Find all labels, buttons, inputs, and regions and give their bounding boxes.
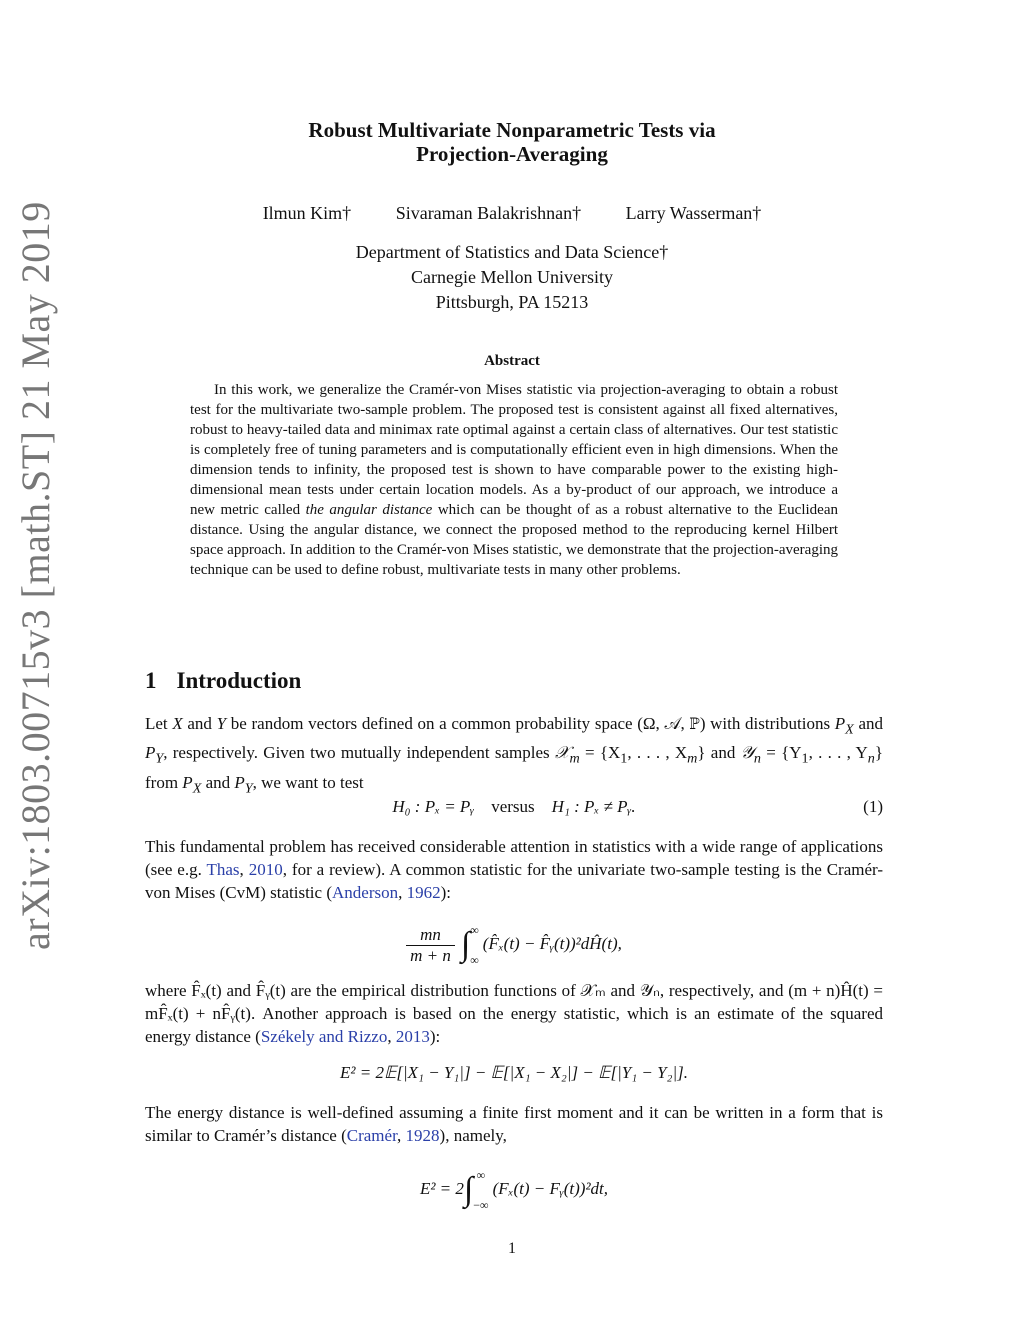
title-line-2: Projection-Averaging: [416, 142, 608, 166]
paragraph-3: where F̂ₓ(t) and F̂ᵧ(t) are the empirical distribution functions of 𝒳ₘ and 𝒴ₙ, respectively, and (m + n)Ĥ(t) = mF̂ₓ(t) + nF̂ᵧ(t). Another approach is based on the energy statistic, which is an estimate of the squared energy distance (Székely and Rizzo, 2013):: [145, 981, 883, 1046]
abstract-text-1: In this work, we generalize the Cramér-von Mises statistic via projection-averaging to obtain a robust test for the multivariate two-sample problem. The proposed test is consistent against all fixed alternatives, robust to heavy-tailed data and minimax rate optimal against a certain class of alternatives. Our test statistic is completely free of tuning parameters and is computationally efficient even in high dimensions. When the dimension tends to infinity, the proposed test is shown to have comparable power to the existing high-dimensional mean tests under certain location models. As a by-product of our approach, we introduce a new metric called: [190, 382, 838, 518]
affiliation-university: Carnegie Mellon University: [411, 267, 613, 287]
citation-cramer-year[interactable]: 1928: [405, 1126, 440, 1145]
paragraph-4: The energy distance is well-defined assuming a finite first moment and it can be written in a form that is similar to Cramér’s distance (Cramér, 1928), namely,: [145, 1103, 883, 1145]
section-title: Introduction: [176, 668, 302, 693]
citation-szekely-rizzo[interactable]: Székely and Rizzo: [260, 1027, 388, 1046]
abstract-heading: Abstract: [484, 353, 540, 369]
section-heading: [145, 668, 301, 694]
affiliation: [0, 240, 1024, 315]
author-list: [0, 203, 1024, 224]
citation-anderson-year[interactable]: 1962: [406, 883, 441, 902]
title-line-1: Robust Multivariate Nonparametric Tests via: [308, 118, 716, 142]
equation-1: H₀ : Pₓ = Pᵧ versus H₁ : Pₓ ≠ Pᵧ. (1): [392, 797, 883, 816]
abstract-text-2: which can be thought of as a robust alternative to the Euclidean distance. Using the angular distance, we connect the proposed method to the reproducing kernel Hilbert space approach. In addition to the Cramér-von Mises statistic, we demonstrate that the projection-averaging technique can be used to define robust, multivariate tests in many other problems.: [190, 502, 838, 578]
author-3: Larry Wasserman†: [625, 203, 762, 223]
paper-title: [0, 118, 1024, 166]
page-number: 1: [508, 1240, 516, 1257]
citation-cramer[interactable]: Cramér: [346, 1126, 398, 1145]
citation-anderson[interactable]: Anderson: [332, 883, 399, 902]
equation-number: (1): [863, 797, 883, 816]
section-number: 1: [145, 668, 157, 693]
fraction: $\frac{mn}{m + n}$: [406, 925, 455, 966]
abstract-body: [190, 380, 838, 580]
affiliation-city: Pittsburgh, PA 15213: [435, 292, 589, 312]
paragraph-1: Let X and Y be random vectors defined on a common probability space (Ω, 𝒜, ℙ) with distributions $P_X$ and $P_Y$, respectively. Given two mutually independent samples 𝒳$_m$ = {$X_1$, . . . , $X_m$} and 𝒴$_n$ = {$Y_1$, . . . , $Y_n$} from $P_X$ and $P_Y$, we want to test: [145, 714, 884, 797]
author-1: Ilmun Kim†: [262, 203, 352, 223]
affiliation-department: Department of Statistics and Data Science†: [355, 242, 669, 262]
author-2: Sivaraman Balakrishnan†: [395, 203, 582, 223]
arxiv-identifier-stamp: arXiv:1803.00715v3 [math.ST] 21 May 2019: [13, 201, 58, 950]
equation-cvm: $\frac{mn}{m + n}$ ∫ ∞ ∞ (F̂ₓ(t) − F̂ᵧ(t))²dĤ(t),: [145, 915, 883, 975]
citation-thas[interactable]: Thas: [206, 860, 240, 879]
paragraph-2: This fundamental problem has received considerable attention in statistics with a wide range of applications (see e.g. Thas, 2010, for a review). A common statistic for the univariate two-sample testing is the Cramér-von Mises (CvM) statistic (Anderson, 1962):: [145, 837, 884, 902]
equation-cramer: E² = 2∫ ∞ −∞ (Fₓ(t) − Fᵧ(t))²dt,: [419, 1168, 609, 1212]
equation-energy: E² = 2𝔼[|X₁ − Y₁|] − 𝔼[|X₁ − X₂|] − 𝔼[|Y₁ − Y₂|].: [340, 1063, 688, 1082]
citation-thas-year[interactable]: 2010: [248, 860, 283, 879]
citation-szekely-rizzo-year[interactable]: 2013: [395, 1027, 430, 1046]
abstract-italic-term: the angular distance: [305, 502, 433, 518]
